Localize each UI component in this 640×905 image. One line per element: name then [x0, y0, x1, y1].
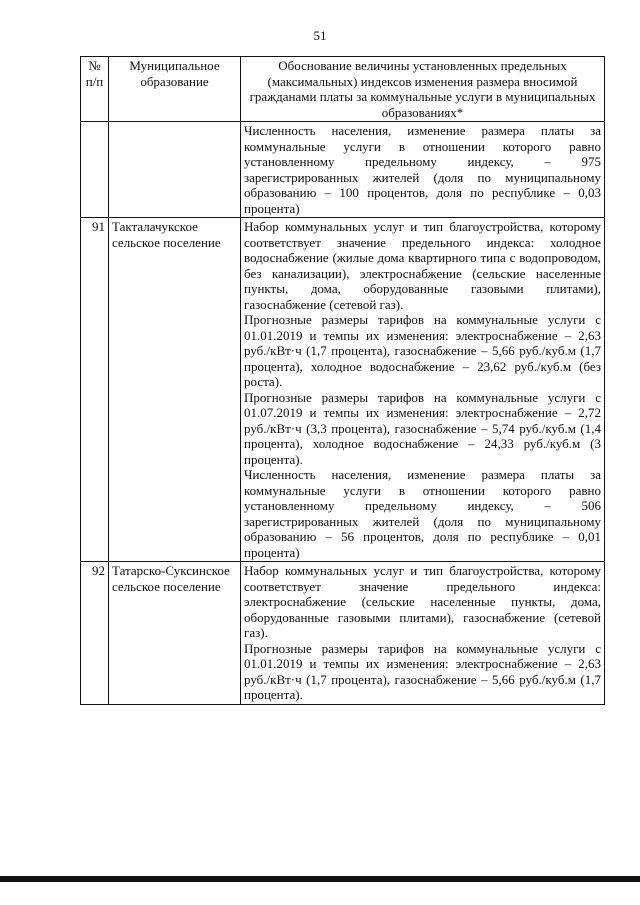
row-number: 92 [81, 562, 109, 705]
row-number [81, 122, 109, 218]
header-number: № п/п [81, 57, 109, 122]
header-municipality: Муниципальное образование [109, 57, 241, 122]
justification-paragraph: Численность населения, изменение размера платы за коммунальные услуги в отношении которого равно установленному предельному индексу, – 975 зарегистрированных жителей (доля по муниципальному образованию – 100 процентов, доля по республике – 0,03 процента) [244, 123, 601, 216]
row-justification [241, 218, 605, 562]
row-number: 91 [81, 218, 109, 562]
row-municipality: Такталачукское сельское поселение [109, 218, 241, 562]
table-header-row [81, 57, 605, 122]
tariff-table [80, 56, 605, 705]
table-row [81, 122, 605, 218]
justification-paragraph: Набор коммунальных услуг и тип благоустройства, которому соответствует значение предельного индекса: холодное водоснабжение (жилые дома квартирного типа с водопроводом, без канализации), электроснабжение (сельские населенные пункты, дома, оборудованные газовыми плитами), газоснабжение (сетевой газ). [244, 219, 601, 312]
header-justification: Обоснование величины установленных предельных (максимальных) индексов изменения размера вносимой гражданами платы за коммунальные услуги в муниципальных образованиях* [241, 57, 605, 122]
justification-paragraph: Прогнозные размеры тарифов на коммунальные услуги с 01.01.2019 и темпы их изменения: электроснабжение – 2,63 руб./кВт·ч (1,7 процента), газоснабжение – 5,66 руб./куб.м (1,7 процента). [244, 640, 601, 702]
table-row [81, 218, 605, 562]
scan-edge-bar [0, 876, 640, 882]
table-row [81, 562, 605, 705]
row-municipality [109, 122, 241, 218]
page-number: 51 [313, 28, 327, 43]
row-municipality: Татарско-Суксинское сельское поселение [109, 562, 241, 705]
justification-paragraph: Прогнозные размеры тарифов на коммунальные услуги с 01.07.2019 и темпы их изменения: электроснабжение – 2,72 руб./кВт·ч (3,3 процента), газоснабжение – 5,74 руб./куб.м (1,4 процента), холодное водоснабжение – 24,33 руб./куб.м (3 процента). [244, 389, 601, 467]
row-justification [241, 122, 605, 218]
row-justification [241, 562, 605, 705]
justification-paragraph: Набор коммунальных услуг и тип благоустройства, которому соответствует значение предельного индекса: электроснабжение (сельские населенные пункты, дома, оборудованные газовыми плитами), газоснабжение (сетевой газ). [244, 563, 601, 640]
justification-paragraph: Численность населения, изменение размера платы за коммунальные услуги в отношении которого равно установленному предельному индексу, – 506 зарегистрированных жителей (доля по муниципальному образованию – 56 процентов, доля по республике – 0,01 процента) [244, 467, 601, 560]
justification-paragraph: Прогнозные размеры тарифов на коммунальные услуги с 01.01.2019 и темпы их изменения: электроснабжение – 2,63 руб./кВт·ч (1,7 процента), газоснабжение – 5,66 руб./куб.м (1,7 процента), холодное водоснабжение – 23,62 руб./куб.м (без роста). [244, 312, 601, 389]
